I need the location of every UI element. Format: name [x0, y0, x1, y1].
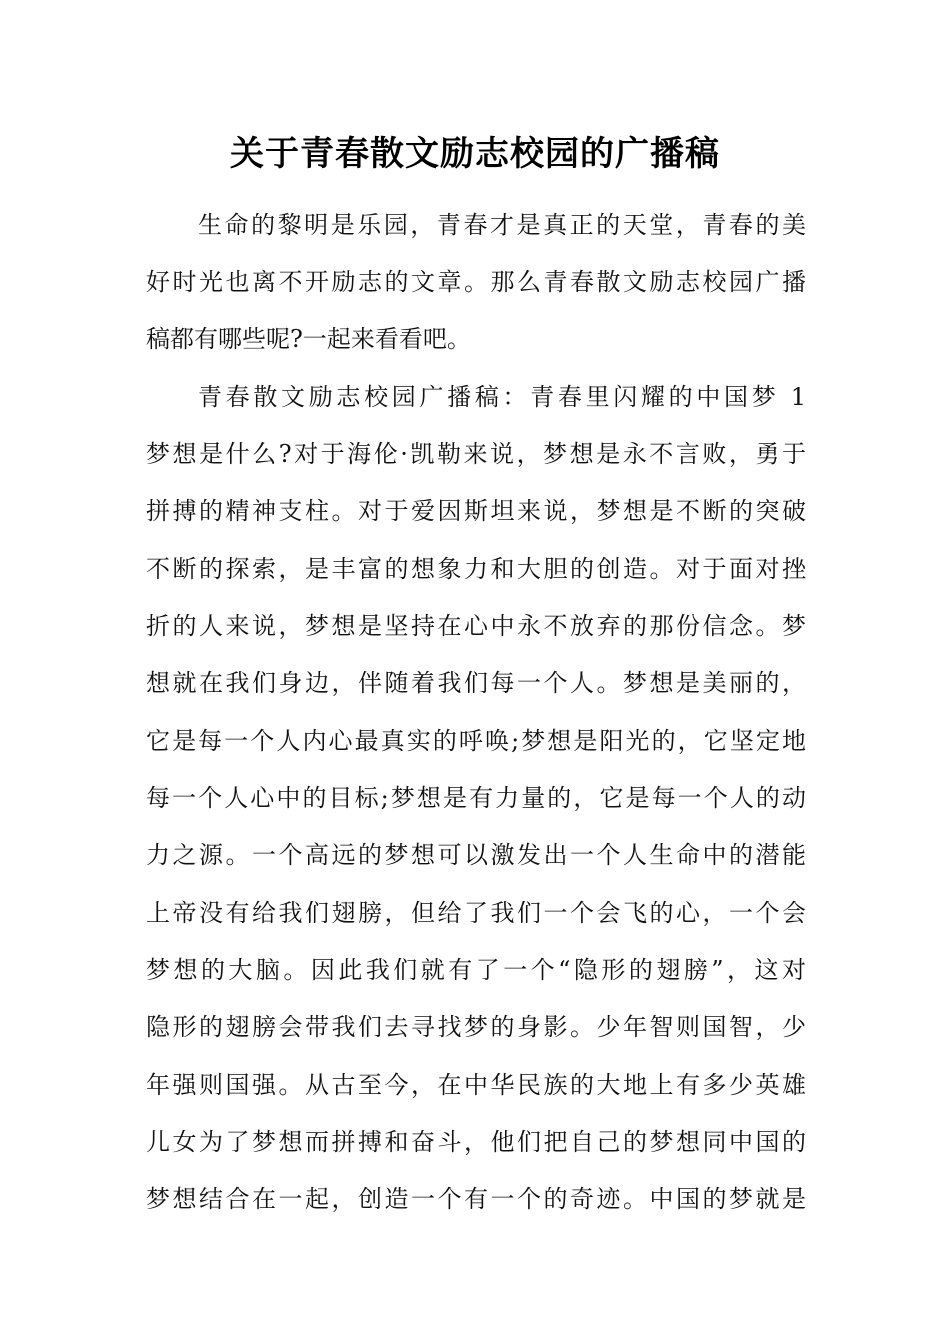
- text-line: 折的人来说，梦想是坚持在心中永不放弃的那份信念。梦: [146, 612, 806, 640]
- text-line: 想就在我们身边，伴随着我们每一个人。梦想是美丽的，: [146, 669, 806, 697]
- text-line: 稿都有哪些呢?一起来看看吧。: [146, 325, 471, 353]
- text-line: 年强则国强。从古至今，在中华民族的大地上有多少英雄: [146, 1071, 806, 1099]
- text-line: 好时光也离不开励志的文章。那么青春散文励志校园广播: [146, 268, 806, 296]
- text-line: 隐形的翅膀会带我们去寻找梦的身影。少年智则国智，少: [146, 1013, 806, 1041]
- text-line: 每一个人心中的目标;梦想是有力量的，它是每一个人的动: [146, 784, 806, 812]
- text-line: 它是每一个人内心最真实的呼唤;梦想是阳光的，它坚定地: [146, 727, 806, 755]
- text-line: 梦想结合在一起，创造一个有一个的奇迹。中国的梦就是: [146, 1185, 806, 1213]
- text-line: 上帝没有给我们翅膀，但给了我们一个会飞的心，一个会: [146, 899, 806, 927]
- text-line: 拼搏的精神支柱。对于爱因斯坦来说，梦想是不断的突破: [146, 497, 806, 525]
- text-line: 不断的探索，是丰富的想象力和大胆的创造。对于面对挫: [146, 555, 806, 583]
- text-line: 儿女为了梦想而拼搏和奋斗，他们把自己的梦想同中国的: [146, 1128, 806, 1156]
- text-line: 生命的黎明是乐园，青春才是真正的天堂，青春的美: [198, 211, 806, 239]
- text-line: 梦想是什么?对于海伦·凯勒来说，梦想是永不言败，勇于: [146, 440, 806, 468]
- text-line: 青春散文励志校园广播稿：青春里闪耀的中国梦 1: [198, 383, 806, 411]
- text-line: 梦想的大脑。因此我们就有了一个“隐形的翅膀”，这对: [146, 956, 806, 984]
- text-line: 力之源。一个高远的梦想可以激发出一个人生命中的潜能: [146, 841, 806, 869]
- document-title: 关于青春散文励志校园的广播稿: [230, 134, 720, 174]
